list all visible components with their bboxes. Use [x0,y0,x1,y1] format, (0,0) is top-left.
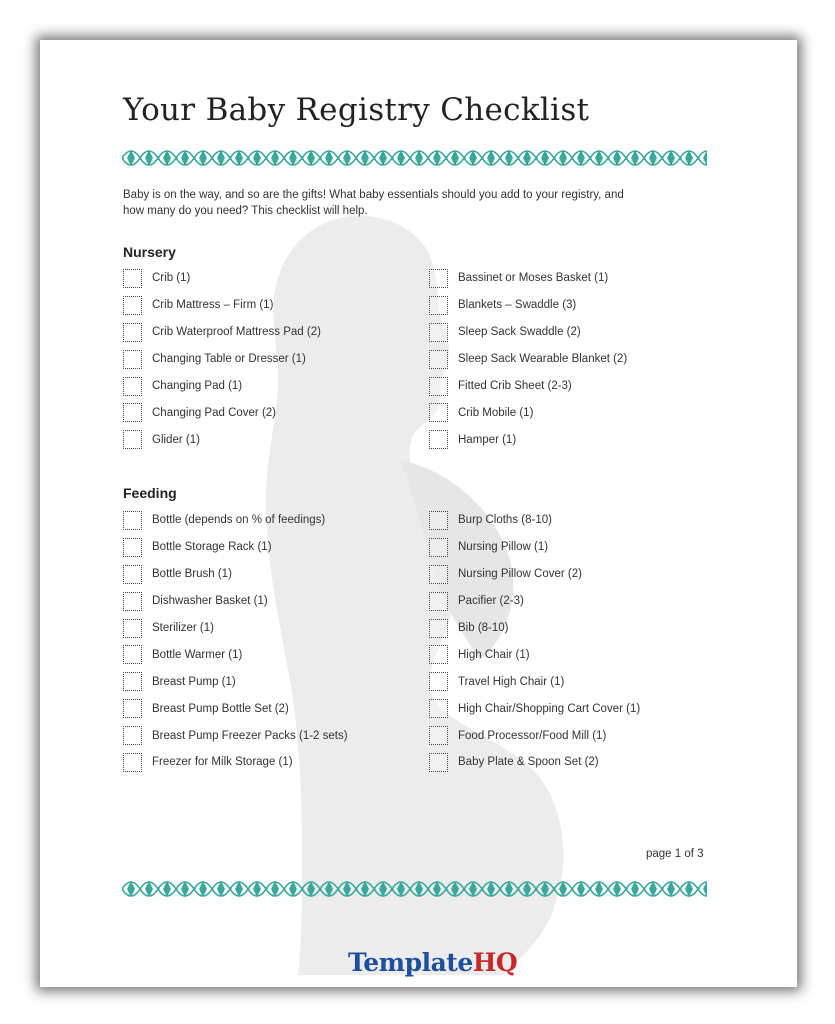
checkbox[interactable] [429,619,448,638]
checkbox[interactable] [123,269,142,288]
decorative-border-top [122,146,707,170]
section-title-nursery: Nursery [123,244,176,260]
checkbox[interactable] [123,565,142,584]
checkbox[interactable] [123,619,142,638]
checkbox[interactable] [429,592,448,611]
checklist-item[interactable]: Nursing Pillow Cover (2) [429,561,640,588]
checklist-item[interactable]: Crib (1) [123,265,321,292]
checklist-item[interactable]: Dishwasher Basket (1) [123,588,348,615]
checklist-item[interactable]: Crib Mobile (1) [429,399,627,426]
checkbox[interactable] [123,511,142,530]
checkbox[interactable] [123,350,142,369]
checklist-item[interactable]: Travel High Chair (1) [429,668,640,695]
section-title-feeding: Feeding [123,485,177,501]
checklist-item[interactable]: Fitted Crib Sheet (2-3) [429,373,627,400]
checklist-item[interactable]: Breast Pump Bottle Set (2) [123,695,348,722]
checkbox[interactable] [429,645,448,664]
checklist-item[interactable]: High Chair/Shopping Cart Cover (1) [429,695,640,722]
document-page [40,40,797,987]
checkbox[interactable] [123,538,142,557]
checklist-item[interactable]: High Chair (1) [429,641,640,668]
checklist-item[interactable]: Crib Waterproof Mattress Pad (2) [123,319,321,346]
checkbox[interactable] [429,699,448,718]
checkbox[interactable] [429,350,448,369]
checkbox[interactable] [429,323,448,342]
checkbox[interactable] [429,672,448,691]
checklist-item[interactable]: Sleep Sack Swaddle (2) [429,319,627,346]
feeding-left-list [123,507,348,776]
checklist-item[interactable]: Burp Cloths (8-10) [429,507,640,534]
checkbox[interactable] [123,592,142,611]
checkbox[interactable] [429,726,448,745]
checkbox[interactable] [429,753,448,772]
checkbox[interactable] [429,565,448,584]
checklist-item[interactable]: Blankets – Swaddle (3) [429,292,627,319]
intro-text: Baby is on the way, and so are the gifts! What baby essentials should you add to your registry, and how many do you need? This checklist will help. [123,189,624,217]
checkbox[interactable] [429,377,448,396]
checklist-item[interactable]: Glider (1) [123,426,321,453]
checklist-item[interactable]: Changing Pad Cover (2) [123,399,321,426]
checkbox[interactable] [123,296,142,315]
checkbox[interactable] [123,699,142,718]
checklist-item[interactable]: Breast Pump Freezer Packs (1-2 sets) [123,722,348,749]
checkbox[interactable] [429,538,448,557]
checklist-item[interactable]: Bassinet or Moses Basket (1) [429,265,627,292]
checklist-item[interactable]: Breast Pump (1) [123,668,348,695]
checklist-item[interactable]: Hamper (1) [429,426,627,453]
checklist-item[interactable]: Sterilizer (1) [123,615,348,642]
checklist-item[interactable]: Bottle Warmer (1) [123,641,348,668]
templatehq-logo: TemplateHQ [348,948,518,977]
checklist-item[interactable]: Nursing Pillow (1) [429,534,640,561]
feeding-right-list [429,507,640,776]
checkbox[interactable] [429,430,448,449]
checklist-item[interactable]: Freezer for Milk Storage (1) [123,749,348,776]
checkbox[interactable] [123,323,142,342]
nursery-right-list [429,265,627,453]
checklist-item[interactable]: Baby Plate & Spoon Set (2) [429,749,640,776]
page-title: Your Baby Registry Checklist [123,92,590,128]
checklist-item[interactable]: Pacifier (2-3) [429,588,640,615]
checkbox[interactable] [429,511,448,530]
page-number: page 1 of 3 [646,848,704,860]
checkbox[interactable] [123,753,142,772]
checkbox[interactable] [429,403,448,422]
checkbox[interactable] [123,726,142,745]
checklist-item[interactable]: Bottle Brush (1) [123,561,348,588]
checkbox[interactable] [123,672,142,691]
checkbox[interactable] [123,645,142,664]
page-content [40,40,797,987]
checklist-item[interactable]: Bottle Storage Rack (1) [123,534,348,561]
checklist-item[interactable]: Sleep Sack Wearable Blanket (2) [429,346,627,373]
decorative-border-bottom [122,877,707,901]
checklist-item[interactable]: Changing Pad (1) [123,373,321,400]
checkbox[interactable] [123,430,142,449]
nursery-left-list [123,265,321,453]
checklist-item[interactable]: Bib (8-10) [429,615,640,642]
checkbox[interactable] [123,403,142,422]
checklist-item[interactable]: Crib Mattress – Firm (1) [123,292,321,319]
checklist-item[interactable]: Changing Table or Dresser (1) [123,346,321,373]
checklist-item[interactable]: Food Processor/Food Mill (1) [429,722,640,749]
checkbox[interactable] [123,377,142,396]
checkbox[interactable] [429,269,448,288]
checklist-item[interactable]: Bottle (depends on % of feedings) [123,507,348,534]
checkbox[interactable] [429,296,448,315]
